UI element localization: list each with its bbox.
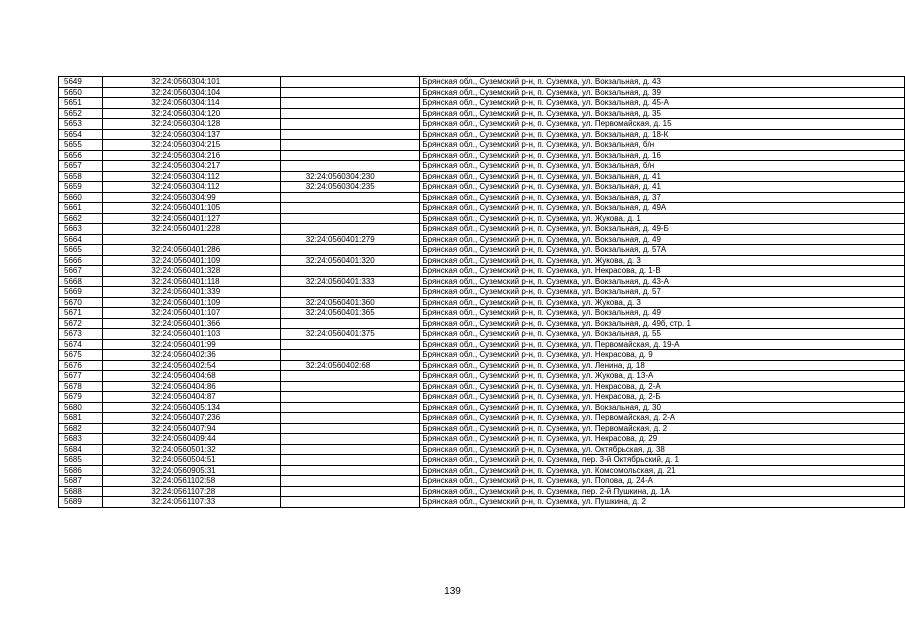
page-number: 139	[444, 586, 461, 597]
cadastral-number-cell: 32:24:0560304:112	[103, 182, 280, 193]
cadastral-number-cell: 32:24:0560304:99	[103, 192, 280, 203]
row-number-cell: 5657	[59, 161, 103, 172]
table-row	[59, 497, 905, 508]
related-cadastral-number-cell	[280, 108, 420, 119]
table-row	[59, 350, 905, 361]
row-number-cell: 5670	[59, 297, 103, 308]
table-row	[59, 486, 905, 497]
address-cell: Брянская обл., Суземский р-н, п. Суземка, ул. Комсомольская, д. 21	[420, 465, 905, 476]
related-cadastral-number-cell	[280, 497, 420, 508]
address-cell: Брянская обл., Суземский р-н, п. Суземка, ул. Вокзальная, д. 18-К	[420, 129, 905, 140]
row-number-cell: 5667	[59, 266, 103, 277]
row-number-cell: 5662	[59, 213, 103, 224]
related-cadastral-number-cell	[280, 339, 420, 350]
table-row	[59, 276, 905, 287]
related-cadastral-number-cell	[280, 465, 420, 476]
cadastral-number-cell: 32:24:0560407:94	[103, 423, 280, 434]
cadastral-number-cell: 32:24:0560401:339	[103, 287, 280, 298]
cadastral-number-cell: 32:24:0560905:31	[103, 465, 280, 476]
address-cell: Брянская обл., Суземский р-н, п. Суземка, ул. Вокзальная, д. 41	[420, 171, 905, 182]
row-number-cell: 5689	[59, 497, 103, 508]
address-cell: Брянская обл., Суземский р-н, п. Суземка, ул. Вокзальная, д. 16	[420, 150, 905, 161]
address-cell: Брянская обл., Суземский р-н, п. Суземка, ул. Некрасова, д. 2-А	[420, 381, 905, 392]
row-number-cell: 5682	[59, 423, 103, 434]
address-cell: Брянская обл., Суземский р-н, п. Суземка, ул. Вокзальная, д. 57А	[420, 245, 905, 256]
address-cell: Брянская обл., Суземский р-н, п. Суземка, ул. Вокзальная, д. 41	[420, 182, 905, 193]
table-row	[59, 171, 905, 182]
cadastral-number-cell: 32:24:0560304:216	[103, 150, 280, 161]
row-number-cell: 5652	[59, 108, 103, 119]
address-cell: Брянская обл., Суземский р-н, п. Суземка, ул. Вокзальная, б/н	[420, 140, 905, 151]
table-row	[59, 308, 905, 319]
address-cell: Брянская обл., Суземский р-н, п. Суземка, ул. Вокзальная, д. 43	[420, 77, 905, 88]
table-row	[59, 318, 905, 329]
related-cadastral-number-cell	[280, 98, 420, 109]
related-cadastral-number-cell: 32:24:0560401:320	[280, 255, 420, 266]
table-row	[59, 245, 905, 256]
row-number-cell: 5685	[59, 455, 103, 466]
row-number-cell: 5676	[59, 360, 103, 371]
cadastral-number-cell: 32:24:0561107:33	[103, 497, 280, 508]
cadastral-number-cell: 32:24:0560401:109	[103, 255, 280, 266]
row-number-cell: 5654	[59, 129, 103, 140]
row-number-cell: 5680	[59, 402, 103, 413]
related-cadastral-number-cell	[280, 161, 420, 172]
address-cell: Брянская обл., Суземский р-н, п. Суземка, ул. Первомайская, д. 2	[420, 423, 905, 434]
cadastral-number-cell: 32:24:0560401:103	[103, 329, 280, 340]
cadastral-number-cell: 32:24:0560401:328	[103, 266, 280, 277]
address-cell: Брянская обл., Суземский р-н, п. Суземка, ул. Жукова, д. 1	[420, 213, 905, 224]
cadastral-number-cell: 32:24:0560304:112	[103, 171, 280, 182]
cadastral-number-cell: 32:24:0560401:286	[103, 245, 280, 256]
related-cadastral-number-cell: 32:24:0560401:365	[280, 308, 420, 319]
related-cadastral-number-cell	[280, 287, 420, 298]
row-number-cell: 5664	[59, 234, 103, 245]
cadastral-number-cell: 32:24:0560304:114	[103, 98, 280, 109]
address-cell: Брянская обл., Суземский р-н, п. Суземка, ул. Попова, д. 24-А	[420, 476, 905, 487]
related-cadastral-number-cell	[280, 318, 420, 329]
address-cell: Брянская обл., Суземский р-н, п. Суземка, ул. Октябрьская, д. 38	[420, 444, 905, 455]
row-number-cell: 5659	[59, 182, 103, 193]
row-number-cell: 5678	[59, 381, 103, 392]
table-row	[59, 140, 905, 151]
table-row	[59, 297, 905, 308]
cadastral-number-cell: 32:24:0560409:44	[103, 434, 280, 445]
related-cadastral-number-cell	[280, 476, 420, 487]
related-cadastral-number-cell: 32:24:0560401:333	[280, 276, 420, 287]
address-cell: Брянская обл., Суземский р-н, п. Суземка, ул. Первомайская, д. 15	[420, 119, 905, 130]
row-number-cell: 5668	[59, 276, 103, 287]
table-row	[59, 434, 905, 445]
table-row	[59, 224, 905, 235]
cadastral-number-cell: 32:24:0560304:128	[103, 119, 280, 130]
related-cadastral-number-cell	[280, 213, 420, 224]
address-cell: Брянская обл., Суземский р-н, п. Суземка, ул. Вокзальная, д. 49	[420, 308, 905, 319]
table-row	[59, 161, 905, 172]
address-cell: Брянская обл., Суземский р-н, п. Суземка, пер. 3-й Октябрьский, д. 1	[420, 455, 905, 466]
row-number-cell: 5663	[59, 224, 103, 235]
cadastral-number-cell: 32:24:0561107:28	[103, 486, 280, 497]
table-row	[59, 108, 905, 119]
cadastral-number-cell: 32:24:0560402:54	[103, 360, 280, 371]
cadastral-number-cell: 32:24:0560404:86	[103, 381, 280, 392]
cadastral-number-cell: 32:24:0560401:109	[103, 297, 280, 308]
cadastral-number-cell: 32:24:0560401:99	[103, 339, 280, 350]
row-number-cell: 5661	[59, 203, 103, 214]
related-cadastral-number-cell	[280, 434, 420, 445]
related-cadastral-number-cell	[280, 245, 420, 256]
related-cadastral-number-cell	[280, 140, 420, 151]
address-cell: Брянская обл., Суземский р-н, п. Суземка, ул. Вокзальная, д. 49	[420, 234, 905, 245]
cadastral-number-cell: 32:24:0560304:137	[103, 129, 280, 140]
table-row	[59, 381, 905, 392]
related-cadastral-number-cell	[280, 402, 420, 413]
row-number-cell: 5671	[59, 308, 103, 319]
address-cell: Брянская обл., Суземский р-н, п. Суземка, ул. Вокзальная, д. 39	[420, 87, 905, 98]
cadastral-number-cell: 32:24:0560405:134	[103, 402, 280, 413]
cadastral-number-cell: 32:24:0560402:36	[103, 350, 280, 361]
address-cell: Брянская обл., Суземский р-н, п. Суземка, ул. Первомайская, д. 19-А	[420, 339, 905, 350]
cadastral-number-cell: 32:24:0561102:58	[103, 476, 280, 487]
related-cadastral-number-cell	[280, 371, 420, 382]
row-number-cell: 5686	[59, 465, 103, 476]
address-cell: Брянская обл., Суземский р-н, п. Суземка, ул. Вокзальная, д. 57	[420, 287, 905, 298]
row-number-cell: 5673	[59, 329, 103, 340]
related-cadastral-number-cell	[280, 381, 420, 392]
related-cadastral-number-cell	[280, 150, 420, 161]
address-cell: Брянская обл., Суземский р-н, п. Суземка, пер. 2-й Пушкина, д. 1А	[420, 486, 905, 497]
related-cadastral-number-cell	[280, 392, 420, 403]
row-number-cell: 5655	[59, 140, 103, 151]
table-row	[59, 413, 905, 424]
address-cell: Брянская обл., Суземский р-н, п. Суземка, ул. Вокзальная, д. 43-А	[420, 276, 905, 287]
row-number-cell: 5665	[59, 245, 103, 256]
row-number-cell: 5653	[59, 119, 103, 130]
address-cell: Брянская обл., Суземский р-н, п. Суземка, ул. Жукова, д. 13-А	[420, 371, 905, 382]
related-cadastral-number-cell	[280, 192, 420, 203]
related-cadastral-number-cell	[280, 444, 420, 455]
cadastral-number-cell: 32:24:0560504:51	[103, 455, 280, 466]
table-row	[59, 360, 905, 371]
related-cadastral-number-cell: 32:24:0560401:360	[280, 297, 420, 308]
table-row	[59, 234, 905, 245]
related-cadastral-number-cell	[280, 77, 420, 88]
address-cell: Брянская обл., Суземский р-н, п. Суземка, ул. Вокзальная, д. 45-А	[420, 98, 905, 109]
row-number-cell: 5687	[59, 476, 103, 487]
related-cadastral-number-cell	[280, 224, 420, 235]
address-cell: Брянская обл., Суземский р-н, п. Суземка, ул. Вокзальная, д. 37	[420, 192, 905, 203]
address-cell: Брянская обл., Суземский р-н, п. Суземка, ул. Вокзальная, д. 49А	[420, 203, 905, 214]
cadastral-number-cell: 32:24:0560407:236	[103, 413, 280, 424]
table-row	[59, 444, 905, 455]
table-row	[59, 150, 905, 161]
address-cell: Брянская обл., Суземский р-н, п. Суземка, ул. Вокзальная, д. 49-Б	[420, 224, 905, 235]
table-row	[59, 192, 905, 203]
address-cell: Брянская обл., Суземский р-н, п. Суземка, ул. Некрасова, д. 29	[420, 434, 905, 445]
property-register-table	[58, 76, 905, 508]
address-cell: Брянская обл., Суземский р-н, п. Суземка, ул. Вокзальная, д. 55	[420, 329, 905, 340]
related-cadastral-number-cell: 32:24:0560401:375	[280, 329, 420, 340]
address-cell: Брянская обл., Суземский р-н, п. Суземка, ул. Некрасова, д. 1-В	[420, 266, 905, 277]
related-cadastral-number-cell: 32:24:0560304:235	[280, 182, 420, 193]
cadastral-number-cell: 32:24:0560401:228	[103, 224, 280, 235]
table-row	[59, 287, 905, 298]
row-number-cell: 5656	[59, 150, 103, 161]
table-row	[59, 213, 905, 224]
related-cadastral-number-cell	[280, 203, 420, 214]
cadastral-number-cell: 32:24:0560401:127	[103, 213, 280, 224]
address-cell: Брянская обл., Суземский р-н, п. Суземка, ул. Пушкина, д. 2	[420, 497, 905, 508]
row-number-cell: 5660	[59, 192, 103, 203]
table-row	[59, 339, 905, 350]
row-number-cell: 5651	[59, 98, 103, 109]
row-number-cell: 5681	[59, 413, 103, 424]
table-row	[59, 476, 905, 487]
cadastral-number-cell: 32:24:0560304:101	[103, 77, 280, 88]
address-cell: Брянская обл., Суземский р-н, п. Суземка, ул. Вокзальная, д. 49б, стр. 1	[420, 318, 905, 329]
row-number-cell: 5650	[59, 87, 103, 98]
related-cadastral-number-cell	[280, 129, 420, 140]
table-row	[59, 402, 905, 413]
address-cell: Брянская обл., Суземский р-н, п. Суземка, ул. Некрасова, д. 9	[420, 350, 905, 361]
related-cadastral-number-cell	[280, 119, 420, 130]
cadastral-number-cell: 32:24:0560304:217	[103, 161, 280, 172]
related-cadastral-number-cell: 32:24:0560401:279	[280, 234, 420, 245]
table-row	[59, 329, 905, 340]
table-row	[59, 129, 905, 140]
row-number-cell: 5688	[59, 486, 103, 497]
cadastral-number-cell: 32:24:0560401:107	[103, 308, 280, 319]
cadastral-number-cell: 32:24:0560304:215	[103, 140, 280, 151]
row-number-cell: 5669	[59, 287, 103, 298]
register-table-body	[59, 77, 905, 508]
table-row	[59, 203, 905, 214]
cadastral-number-cell: 32:24:0560501:32	[103, 444, 280, 455]
row-number-cell: 5672	[59, 318, 103, 329]
cadastral-number-cell: 32:24:0560401:105	[103, 203, 280, 214]
cadastral-number-cell: 32:24:0560404:68	[103, 371, 280, 382]
address-cell: Брянская обл., Суземский р-н, п. Суземка, ул. Ленина, д. 18	[420, 360, 905, 371]
address-cell: Брянская обл., Суземский р-н, п. Суземка, ул. Вокзальная, д. 30	[420, 402, 905, 413]
cadastral-number-cell: 32:24:0560404:87	[103, 392, 280, 403]
table-row	[59, 119, 905, 130]
row-number-cell: 5675	[59, 350, 103, 361]
row-number-cell: 5666	[59, 255, 103, 266]
table-row	[59, 392, 905, 403]
table-row	[59, 371, 905, 382]
cadastral-number-cell	[103, 234, 280, 245]
address-cell: Брянская обл., Суземский р-н, п. Суземка, ул. Некрасова, д. 2-Б	[420, 392, 905, 403]
address-cell: Брянская обл., Суземский р-н, п. Суземка, ул. Первомайская, д. 2-А	[420, 413, 905, 424]
table-row	[59, 465, 905, 476]
table-row	[59, 182, 905, 193]
related-cadastral-number-cell	[280, 423, 420, 434]
address-cell: Брянская обл., Суземский р-н, п. Суземка, ул. Жукова, д. 3	[420, 255, 905, 266]
table-row	[59, 98, 905, 109]
related-cadastral-number-cell: 32:24:0560402:68	[280, 360, 420, 371]
cadastral-number-cell: 32:24:0560401:366	[103, 318, 280, 329]
row-number-cell: 5679	[59, 392, 103, 403]
related-cadastral-number-cell	[280, 455, 420, 466]
row-number-cell: 5674	[59, 339, 103, 350]
table-row	[59, 266, 905, 277]
address-cell: Брянская обл., Суземский р-н, п. Суземка, ул. Жукова, д. 3	[420, 297, 905, 308]
table-row	[59, 255, 905, 266]
cadastral-number-cell: 32:24:0560401:118	[103, 276, 280, 287]
cadastral-number-cell: 32:24:0560304:120	[103, 108, 280, 119]
row-number-cell: 5683	[59, 434, 103, 445]
related-cadastral-number-cell	[280, 413, 420, 424]
address-cell: Брянская обл., Суземский р-н, п. Суземка, ул. Вокзальная, б/н	[420, 161, 905, 172]
cadastral-number-cell: 32:24:0560304:104	[103, 87, 280, 98]
table-row	[59, 455, 905, 466]
table-row	[59, 77, 905, 88]
related-cadastral-number-cell	[280, 266, 420, 277]
related-cadastral-number-cell: 32:24:0560304:230	[280, 171, 420, 182]
address-cell: Брянская обл., Суземский р-н, п. Суземка, ул. Вокзальная, д. 35	[420, 108, 905, 119]
row-number-cell: 5677	[59, 371, 103, 382]
related-cadastral-number-cell	[280, 350, 420, 361]
table-row	[59, 87, 905, 98]
row-number-cell: 5658	[59, 171, 103, 182]
related-cadastral-number-cell	[280, 87, 420, 98]
table-row	[59, 423, 905, 434]
row-number-cell: 5684	[59, 444, 103, 455]
related-cadastral-number-cell	[280, 486, 420, 497]
row-number-cell: 5649	[59, 77, 103, 88]
